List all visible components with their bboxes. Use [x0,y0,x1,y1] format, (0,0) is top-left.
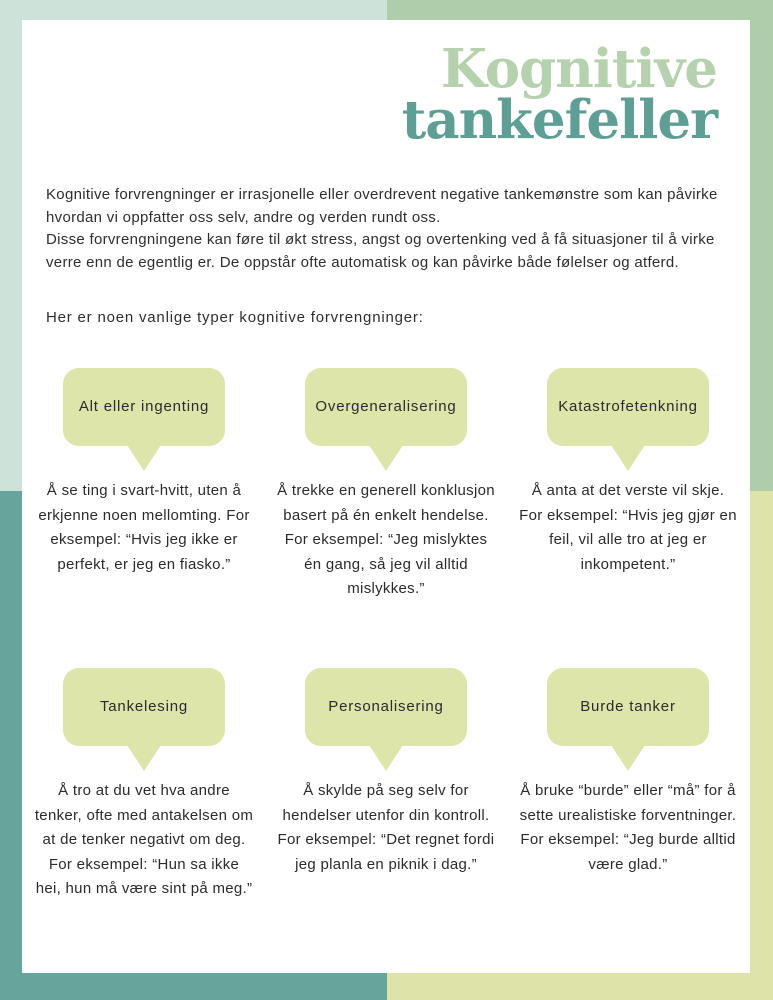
intro-paragraph-2: Disse forvrengningene kan føre til økt stress, angst og overtenking ved å få situasjoner til å virke verre enn de egentlig er. De oppstår ofte automatisk og kan påvirke både følelser og atferd. [46,231,715,271]
trap-card-alt-eller-ingenting [34,368,254,602]
trap-description: Å skylde på seg selv for hendelser utenfor din kontroll. For eksempel: “Det regnet fordi jeg planla en piknik i dag.” [277,782,495,873]
trap-description: Å bruke “burde” eller “må” for å sette urealistiske forventninger. For eksempel: “Jeg burde alltid være glad.” [519,782,737,873]
speech-bubble: Alt eller ingenting [63,368,225,446]
page-title-line2: tankefeller [401,89,717,151]
trap-card-overgeneralisering [276,368,496,602]
trap-card-burde-tanker [518,668,738,902]
intro-paragraph-1: Kognitive forvrengninger er irrasjonelle eller overdrevent negative tankemønstre som kan påvirke hvordan vi oppfatter oss selv, andre og verden rundt oss. [46,186,718,226]
intro-text [46,184,736,274]
speech-bubble-tail [127,745,161,771]
speech-bubble: Personalisering [305,668,467,746]
trap-card-tankelesing [34,668,254,902]
trap-card-katastrofetenkning [518,368,738,602]
speech-bubble-tail [611,745,645,771]
trap-card-personalisering [276,668,496,902]
speech-bubble-tail [369,445,403,471]
trap-description: Å anta at det verste vil skje. For eksempel: “Hvis jeg gjør en feil, vil alle tro at jeg er inkompetent.” [519,482,737,573]
page-title [401,38,717,151]
speech-bubble: Overgeneralisering [305,368,467,446]
speech-bubble: Tankelesing [63,668,225,746]
trap-description: Å se ting i svart-hvitt, uten å erkjenne noen mellomting. For eksempel: “Hvis jeg ikke er perfekt, er jeg en fiasko.” [38,482,250,573]
speech-bubble: Katastrofetenkning [547,368,709,446]
cards-row-2 [34,668,738,902]
speech-bubble-tail [369,745,403,771]
trap-description: Å tro at du vet hva andre tenker, ofte med antakelsen om at de tenker negativt om deg. For eksempel: “Hun sa ikke hei, hun må være sint på meg.” [34,782,254,897]
trap-description: Å trekke en generell konklusjon basert på én enkelt hendelse. For eksempel: “Jeg mislyktes én gang, så jeg vil alltid mislykkes.” [277,482,495,597]
list-intro-text: Her er noen vanlige typer kognitive forvrengninger: [46,309,424,326]
content-card [22,20,750,973]
speech-bubble-tail [127,445,161,471]
cards-row-1 [34,368,738,602]
speech-bubble-tail [611,445,645,471]
page-title-line1: Kognitive [440,38,717,100]
speech-bubble: Burde tanker [547,668,709,746]
